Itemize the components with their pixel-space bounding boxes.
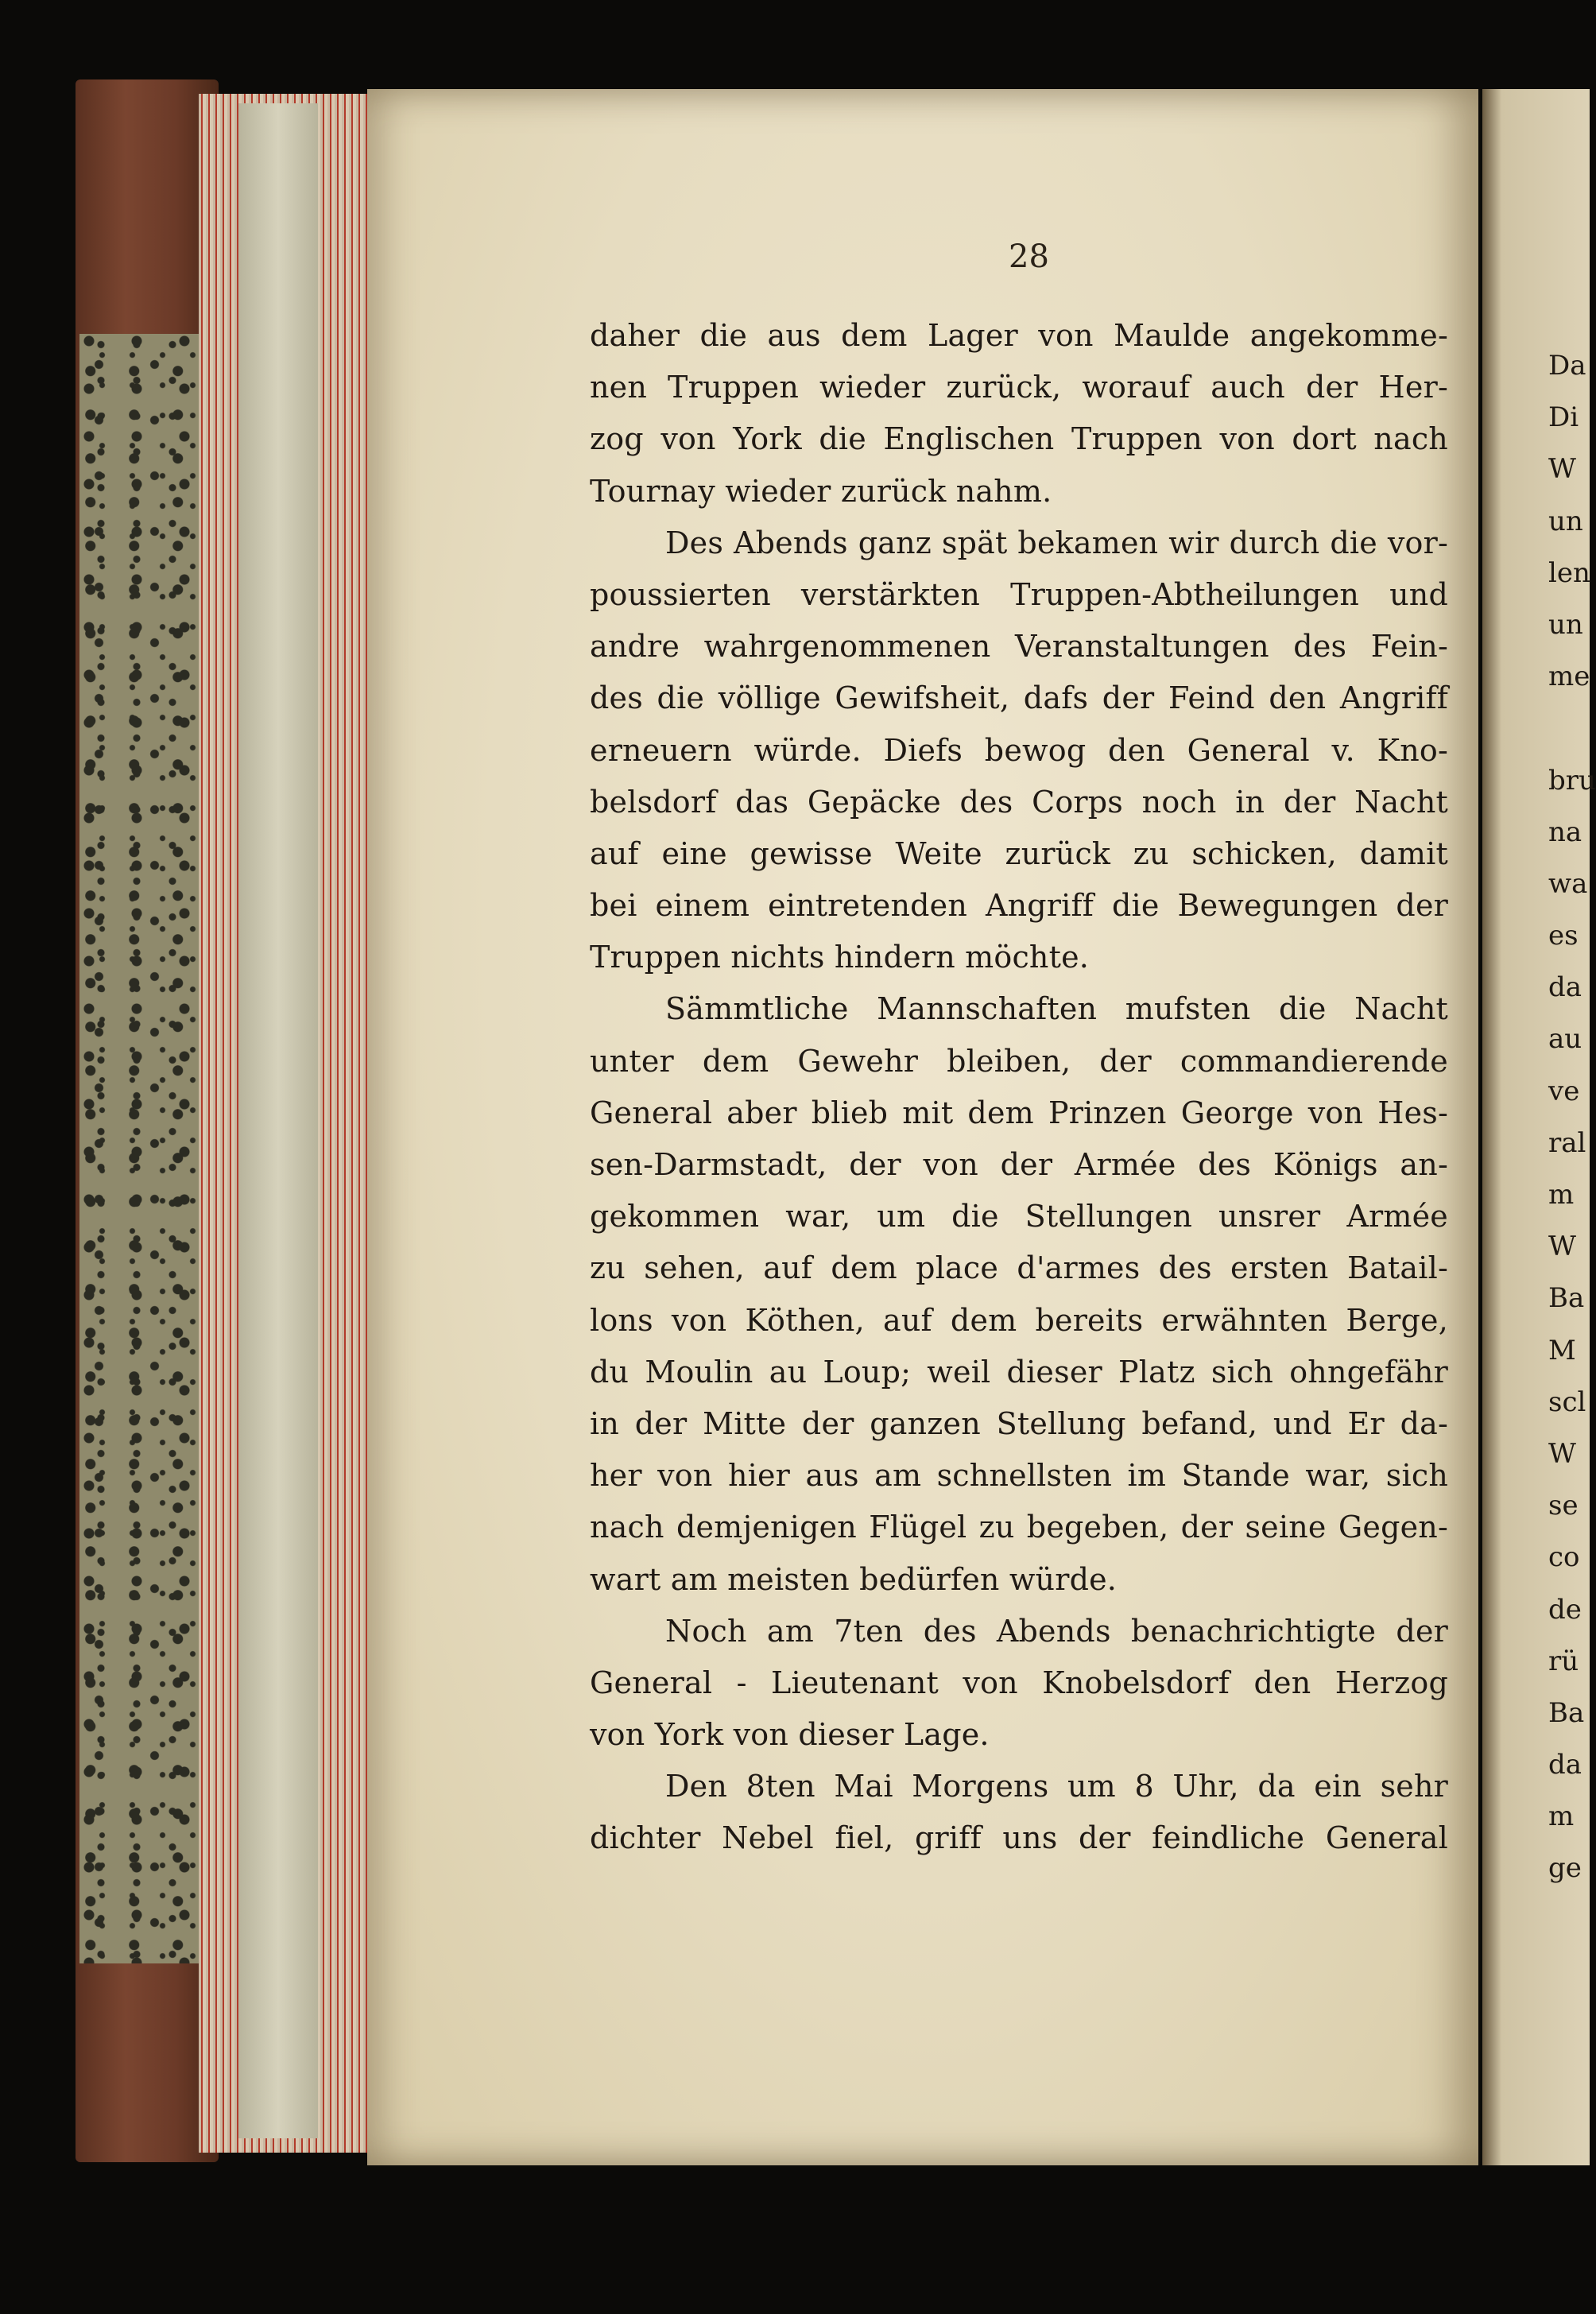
facing-page-fragment: un	[1548, 608, 1583, 641]
text-line: Sämmtliche Mannschaften mufsten die Nacht	[665, 991, 1448, 1027]
facing-page-fragment: W	[1548, 1231, 1576, 1263]
facing-page-fragment: bru	[1548, 764, 1596, 797]
facing-page-fragment: m	[1548, 1800, 1575, 1833]
text-line: von York von dieser Lage.	[590, 1717, 990, 1753]
text-line: Noch am 7ten des Abends benachrichtigte der	[665, 1613, 1448, 1649]
text-line: Des Abends ganz spät bekamen wir durch die vor-	[665, 525, 1448, 560]
facing-page-fragment: M	[1548, 1334, 1576, 1366]
page-edges-inner	[238, 103, 318, 2138]
facing-page-fragment: Ba	[1548, 1696, 1585, 1729]
facing-page-fragment: wa	[1548, 867, 1588, 900]
text-line: Den 8ten Mai Morgens um 8 Uhr, da ein sehr	[665, 1769, 1448, 1804]
text-line: erneuern würde. Diefs bewog den General v. Kno-	[590, 732, 1448, 768]
facing-page-fragment: co	[1548, 1541, 1580, 1574]
text-line: zog von York die Englischen Truppen von dort nach	[590, 421, 1448, 457]
facing-page-fragment: rü	[1548, 1645, 1579, 1677]
facing-page-fragment: ge	[1548, 1852, 1582, 1885]
text-line: her von hier aus am schnellsten im Stande war, sich	[590, 1458, 1448, 1494]
facing-page-fragment: W	[1548, 1437, 1576, 1470]
text-line: daher die aus dem Lager von Maulde angekomme-	[590, 318, 1448, 353]
facing-page-fragment: es	[1548, 920, 1579, 952]
facing-page-fragment: ral	[1548, 1126, 1586, 1159]
facing-page-fragment: me	[1548, 661, 1590, 693]
facing-page-fragment	[1548, 703, 1590, 754]
text-line: des die völlige Gewifsheit, dafs der Feind den Angriff	[590, 680, 1448, 716]
text-line: General - Lieutenant von Knobelsdorf den Herzog	[590, 1665, 1448, 1700]
facing-page-fragment: m	[1548, 1179, 1575, 1211]
facing-page-fragment: un	[1548, 505, 1583, 537]
facing-page-fragment: de	[1548, 1593, 1582, 1626]
text-line: poussierten verstärkten Truppen-Abtheilungen und	[590, 576, 1448, 612]
text-line: in der Mitte der ganzen Stellung befand, und Er da-	[590, 1405, 1448, 1441]
text-line: auf eine gewisse Weite zurück zu schicken, damit	[590, 835, 1448, 871]
text-line: belsdorf das Gepäcke des Corps noch in der Nacht	[590, 784, 1448, 820]
facing-page-fragment: Da	[1548, 350, 1586, 382]
text-line: dichter Nebel fiel, griff uns der feindliche General	[590, 1820, 1448, 1856]
text-line: zu sehen, auf dem place d'armes des ersten Batail-	[590, 1250, 1448, 1286]
text-line: gekommen war, um die Stellungen unsrer Armée	[590, 1199, 1448, 1235]
facing-page-fragment: W	[1548, 453, 1576, 486]
page-number: 28	[1009, 238, 1049, 275]
facing-page-fragment: len	[1548, 556, 1590, 589]
facing-page-fragment: se	[1548, 1490, 1579, 1522]
marbled-endpaper	[79, 334, 199, 1963]
text-line: nen Truppen wieder zurück, worauf auch der Her-	[590, 370, 1448, 405]
facing-page-fragment: Di	[1548, 401, 1579, 434]
text-line: du Moulin au Loup; weil dieser Platz sich ohngefähr	[590, 1354, 1448, 1390]
facing-page-fragment: da	[1548, 1749, 1582, 1781]
text-line: Tournay wieder zurück nahm.	[590, 473, 1052, 509]
text-line: unter dem Gewehr bleiben, der commandierende	[590, 1043, 1448, 1079]
text-line: nach demjenigen Flügel zu begeben, der seine Gegen-	[590, 1510, 1448, 1545]
text-line: wart am meisten bedürfen würde.	[590, 1561, 1118, 1597]
facing-page-fragment: na	[1548, 816, 1582, 848]
facing-page-fragment: scl	[1548, 1386, 1586, 1418]
text-line: sen-Darmstadt, der von der Armée des Königs an-	[590, 1147, 1448, 1182]
facing-page-fragment: au	[1548, 1023, 1582, 1056]
text-line: lons von Köthen, auf dem bereits erwähnten Berge,	[590, 1302, 1448, 1338]
facing-page-fragment: ve	[1548, 1075, 1580, 1107]
text-line: General aber blieb mit dem Prinzen George von Hes-	[590, 1095, 1448, 1130]
facing-page-fragment: da	[1548, 971, 1582, 1004]
text-line: Truppen nichts hindern möchte.	[590, 940, 1090, 975]
text-line: bei einem eintretenden Angriff die Bewegungen der	[590, 888, 1448, 924]
page-text	[590, 310, 1448, 1865]
facing-page-text	[1548, 340, 1596, 1895]
facing-page-fragment: Ba	[1548, 1282, 1585, 1315]
text-line: andre wahrgenommenen Veranstaltungen des Fein-	[590, 629, 1448, 665]
